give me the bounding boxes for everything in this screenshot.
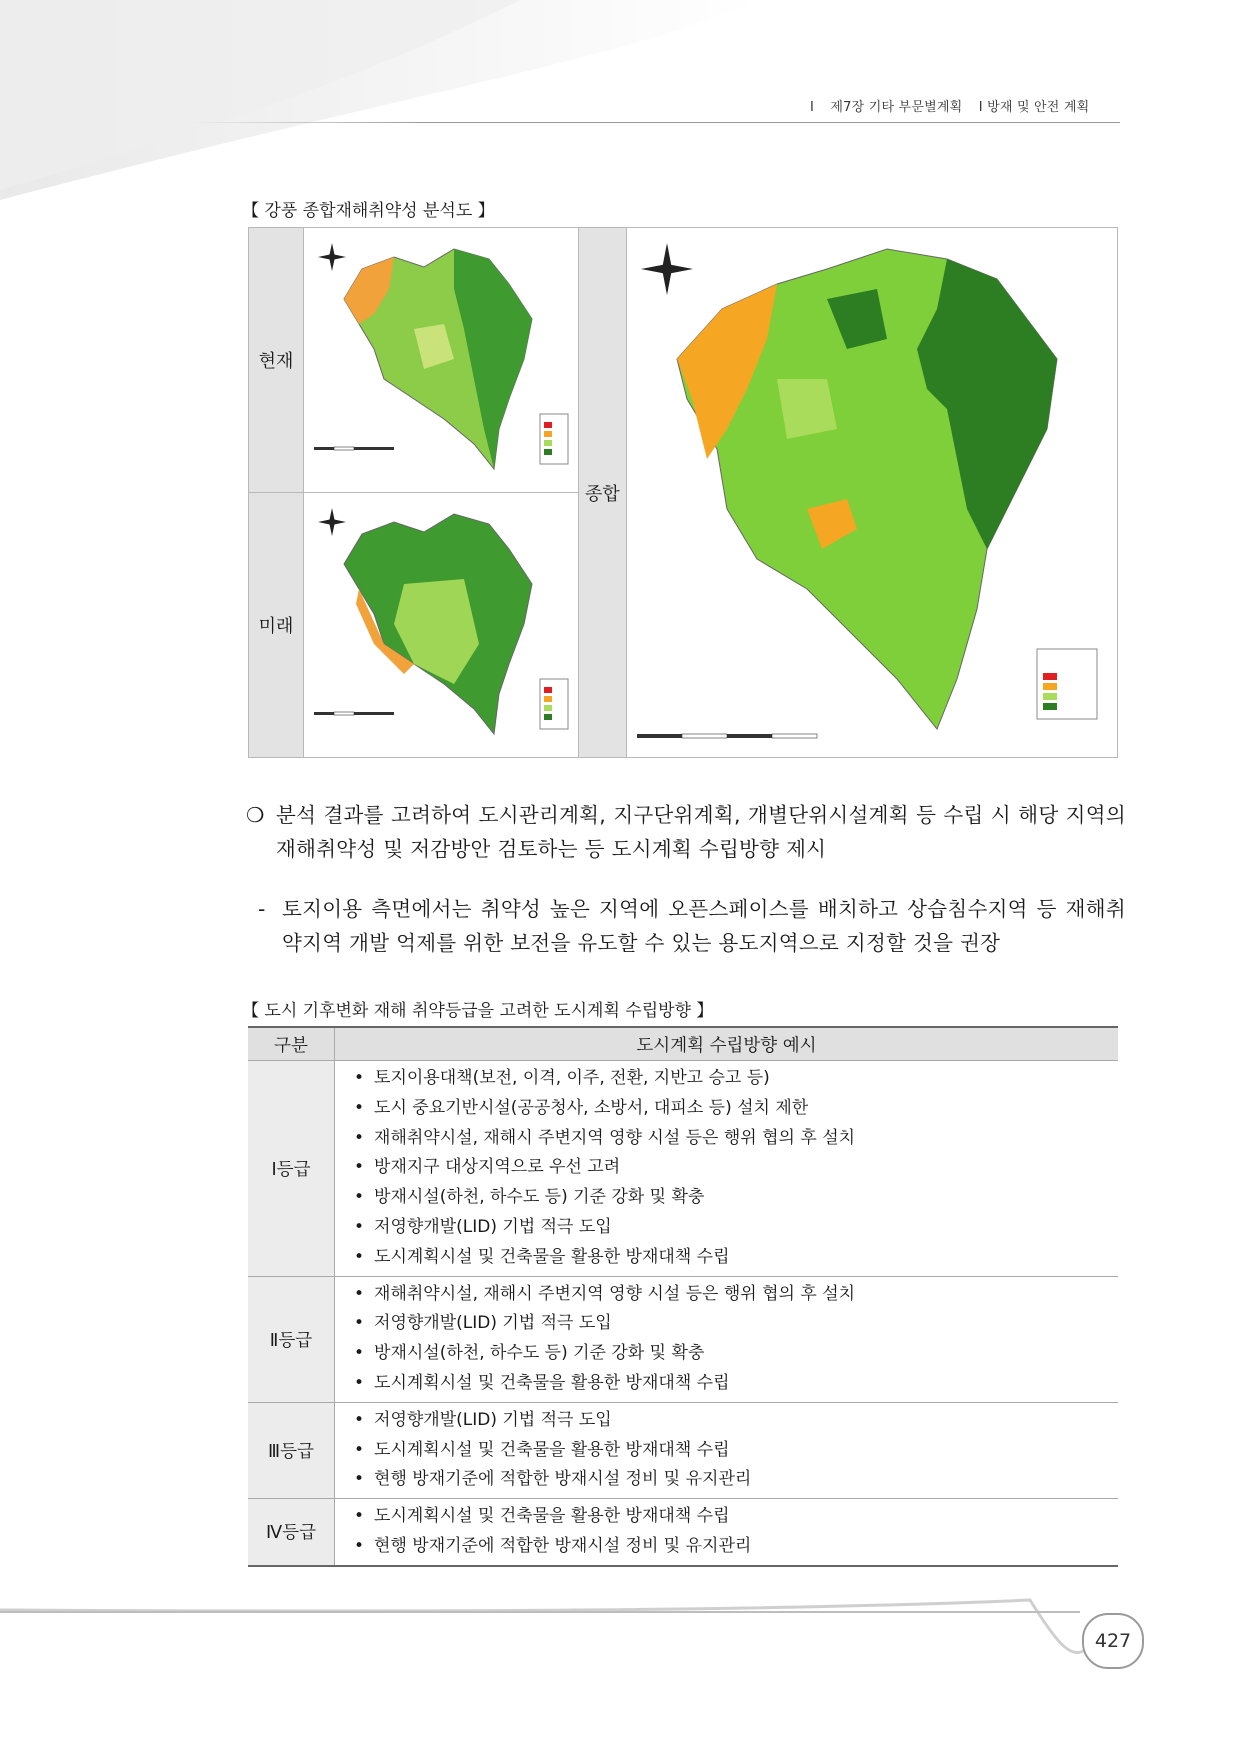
list-item: • 도시계획시설 및 건축물을 활용한 방재대책 수립 bbox=[354, 1502, 1117, 1532]
grade-cell: Ⅳ등급 bbox=[248, 1499, 335, 1566]
running-header bbox=[810, 96, 1089, 115]
table-caption: 【 도시 기후변화 재해 취약등급을 고려한 도시계획 수립방향 】 bbox=[242, 1001, 714, 1021]
header-divider bbox=[190, 122, 1120, 123]
header-mark: Ⅰ bbox=[810, 100, 815, 115]
paragraph-text: 분석 결과를 고려하여 도시관리계획, 지구단위계획, 개별단위시설계획 등 수립 시 해당 지역의 재해취약성 및 저감방안 검토하는 등 도시계획 수립방향 제시 bbox=[276, 803, 1126, 861]
table-row bbox=[248, 1276, 1118, 1402]
bullet-paragraph bbox=[246, 798, 1126, 866]
direction-list bbox=[336, 1062, 1117, 1275]
scale-bar bbox=[637, 734, 817, 738]
table-row bbox=[248, 1499, 1118, 1566]
list-item: • 도시 중요기반시설(공공청사, 소방서, 대피소 등) 설치 제한 bbox=[354, 1094, 1117, 1124]
scale-bar bbox=[314, 712, 394, 715]
list-item: • 현행 방재기준에 적합한 방재시설 정비 및 유지관리 bbox=[354, 1465, 1117, 1495]
table-row bbox=[248, 1402, 1118, 1498]
circle-bullet-icon: ❍ bbox=[246, 803, 265, 827]
list-item: • 현행 방재기준에 적합한 방재시설 정비 및 유지관리 bbox=[354, 1532, 1117, 1562]
direction-cell bbox=[335, 1402, 1119, 1498]
list-item: • 도시계획시설 및 건축물을 활용한 방재대책 수립 bbox=[354, 1369, 1117, 1399]
list-item: • 저영향개발(LID) 기법 적극 도입 bbox=[354, 1406, 1117, 1436]
grade-direction-table bbox=[248, 1026, 1118, 1567]
grade-cell: Ⅲ등급 bbox=[248, 1402, 335, 1498]
map-future bbox=[303, 493, 578, 758]
header-chapter: 제7장 기타 부문별계획 bbox=[830, 100, 963, 115]
map-legend bbox=[540, 414, 568, 464]
list-item: • 방재시설(하천, 하수도 등) 기준 강화 및 확충 bbox=[354, 1183, 1117, 1213]
footer-divider bbox=[0, 1611, 1080, 1613]
compass-icon bbox=[641, 243, 693, 295]
list-item: • 도시계획시설 및 건축물을 활용한 방재대책 수립 bbox=[354, 1243, 1117, 1273]
direction-list bbox=[336, 1500, 1117, 1564]
header-section: 방재 및 안전 계획 bbox=[987, 100, 1090, 115]
direction-cell bbox=[335, 1061, 1119, 1277]
grade-cell: Ⅰ등급 bbox=[248, 1061, 335, 1277]
dash-paragraph bbox=[258, 892, 1126, 960]
map-legend bbox=[540, 679, 568, 729]
compass-icon bbox=[318, 508, 346, 536]
label-combined: 종합 bbox=[578, 228, 626, 758]
vulnerability-map-figure bbox=[248, 227, 1118, 758]
grade-cell: Ⅱ등급 bbox=[248, 1276, 335, 1402]
paragraph-text: 토지이용 측면에서는 취약성 높은 지역에 오픈스페이스를 배치하고 상습침수지역 등 재해취약지역 개발 억제를 위한 보전을 유도할 수 있는 용도지역으로 지정할 것을 권장 bbox=[282, 897, 1126, 955]
figure-caption: 【 강풍 종합재해취약성 분석도 】 bbox=[242, 201, 495, 221]
page-number: 427 bbox=[1082, 1613, 1144, 1669]
label-future: 미래 bbox=[249, 493, 304, 758]
map-present bbox=[303, 228, 578, 493]
compass-icon bbox=[318, 243, 346, 271]
list-item: • 저영향개발(LID) 기법 적극 도입 bbox=[354, 1309, 1117, 1339]
list-item: • 방재지구 대상지역으로 우선 고려 bbox=[354, 1153, 1117, 1183]
list-item: • 방재시설(하천, 하수도 등) 기준 강화 및 확충 bbox=[354, 1339, 1117, 1369]
list-item: • 토지이용대책(보전, 이격, 이주, 전환, 지반고 승고 등) bbox=[354, 1064, 1117, 1094]
list-item: • 재해취약시설, 재해시 주변지역 영향 시설 등은 행위 협의 후 설치 bbox=[354, 1124, 1117, 1154]
table-row bbox=[248, 1061, 1118, 1277]
table-header-row bbox=[248, 1027, 1118, 1061]
map-combined bbox=[627, 228, 1118, 758]
direction-cell bbox=[335, 1499, 1119, 1566]
direction-cell bbox=[335, 1276, 1119, 1402]
direction-list bbox=[336, 1404, 1117, 1497]
header-direction: 도시계획 수립방향 예시 bbox=[335, 1027, 1119, 1061]
label-present: 현재 bbox=[249, 228, 304, 493]
list-item: • 저영향개발(LID) 기법 적극 도입 bbox=[354, 1213, 1117, 1243]
scale-bar bbox=[314, 447, 394, 450]
direction-list bbox=[336, 1278, 1117, 1401]
dash-bullet: - bbox=[258, 897, 266, 921]
header-category: 구분 bbox=[248, 1027, 335, 1061]
header-mark: Ⅰ bbox=[978, 100, 983, 115]
list-item: • 재해취약시설, 재해시 주변지역 영향 시설 등은 행위 협의 후 설치 bbox=[354, 1280, 1117, 1310]
list-item: • 도시계획시설 및 건축물을 활용한 방재대책 수립 bbox=[354, 1436, 1117, 1466]
map-legend bbox=[1037, 649, 1097, 719]
